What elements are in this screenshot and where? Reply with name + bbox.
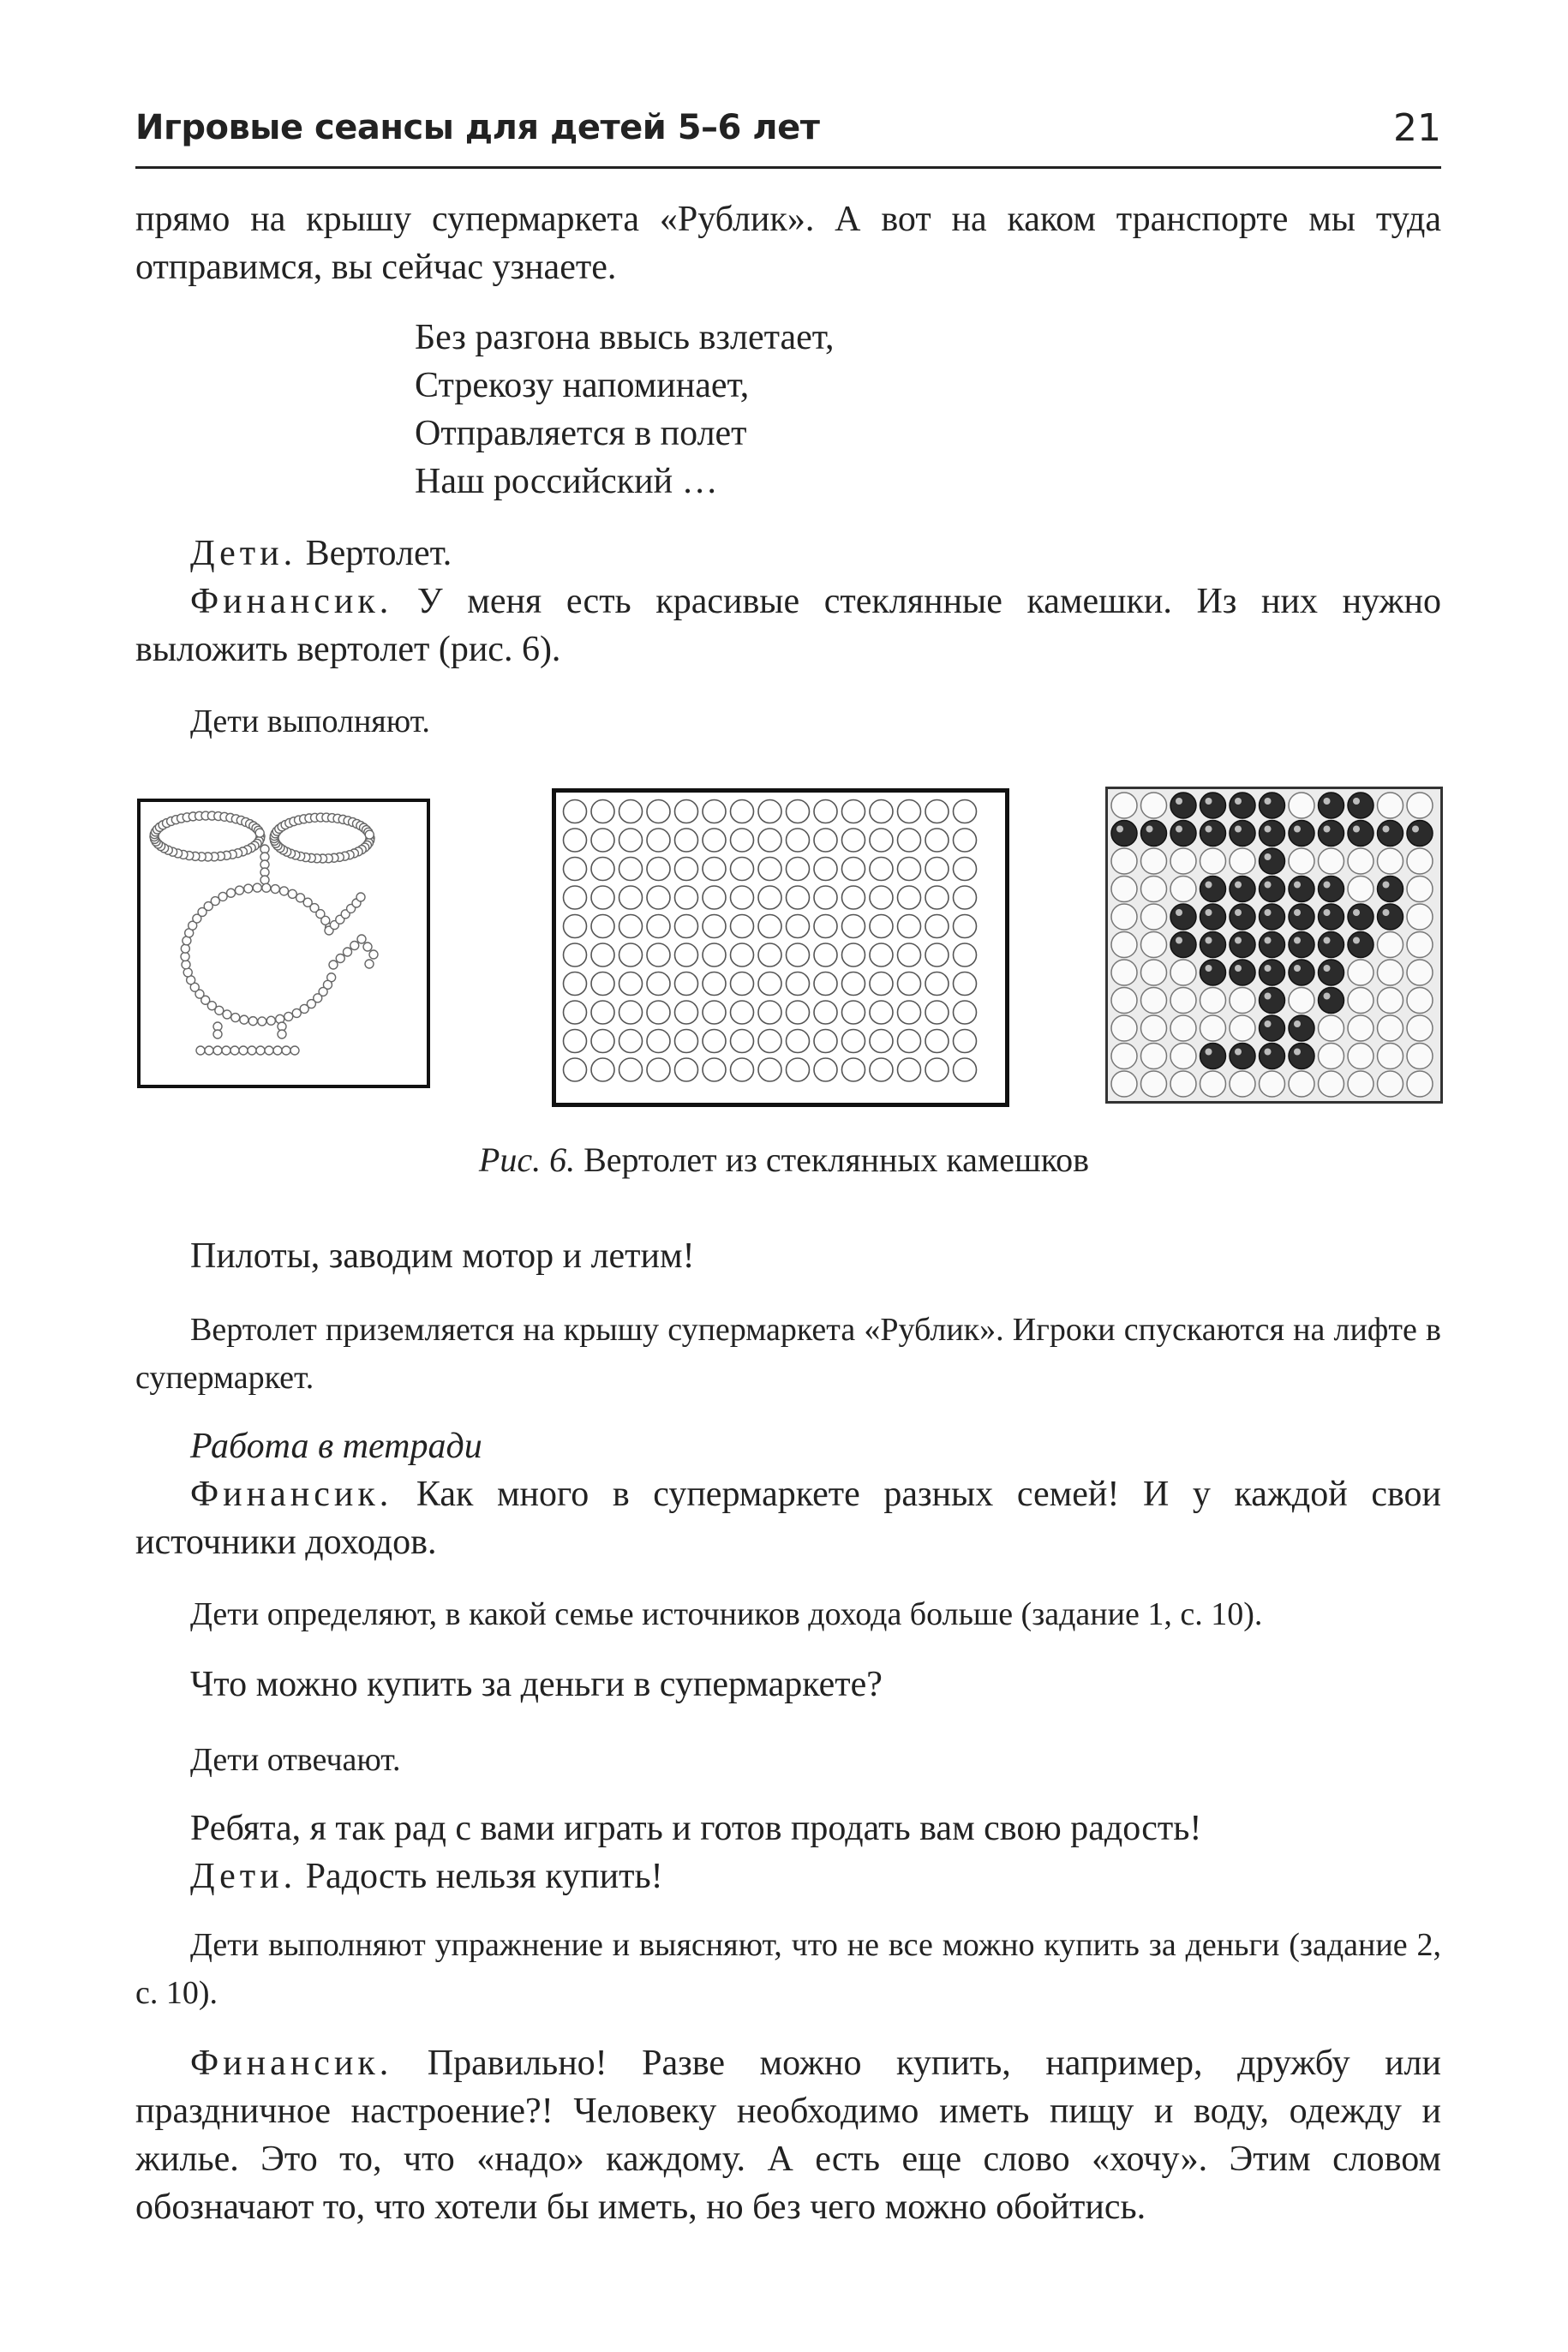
stage-direction: Дети определяют, в какой семье источников дохода больше (задание 1, с. 10). (190, 1596, 1263, 1632)
dialogue-text: У меня есть красивые стеклянные камешки. Из них нужно выложить вертолет (рис. 6). (135, 582, 1441, 669)
speaker-name: Финансик. (190, 582, 393, 621)
paragraph-pilots: Пилоты, заводим мотор и летим! (190, 1236, 695, 1276)
page-number: 21 (1393, 106, 1441, 150)
paragraph-question: Что можно купить за деньги в супермаркете? (190, 1665, 883, 1704)
speaker-name: Финансик. (190, 2044, 393, 2083)
stage-direction: Дети выполняют упражнение и выясняют, что не все можно купить за деньги (задание 2, с. 10). (135, 1927, 1441, 2011)
stage-direction: Вертолет приземляется на крышу супермаркета «Рублик». Игроки спускаются на лифте в супермаркет. (135, 1312, 1441, 1396)
speaker-name: Дети. (190, 1857, 297, 1896)
helicopter-outline-image (137, 799, 430, 1088)
header-title: Игровые сеансы для детей 5–6 лет (135, 108, 820, 147)
dialogue-finansik-stones (135, 578, 1441, 673)
section-subtitle (135, 1422, 1441, 1470)
poem-line: Без разгона ввысь взлетает, (415, 318, 835, 357)
dialogue-finansik-families (135, 1470, 1441, 1566)
speaker-name: Дети. (190, 534, 297, 573)
dialogue-text: Вертолет. (296, 534, 452, 573)
dialogue-finansik-needs (135, 2039, 1441, 2231)
dialogue-text: Правильно! Разве можно купить, например, дружбу или праздничное настроение?! Человеку необходимо иметь пищу и воду, одежду и жилье. Это то, что «надо» каждому. А есть еще слово «хочу». Этим словом обозначают то, что хотели бы иметь, но без чего можно обойтись. (135, 2044, 1441, 2227)
stage-direction: Дети отвечают. (190, 1742, 401, 1778)
subtitle-text: Работа в тетради (190, 1427, 482, 1466)
riddle-poem (415, 314, 834, 506)
dialogue-text: Как много в супермаркете разных семей! И у каждой свои источники доходов. (135, 1475, 1441, 1562)
running-header (135, 101, 1441, 169)
empty-grid-image (552, 788, 1009, 1107)
dialogue-children-answer (135, 530, 1441, 578)
caption-text: Вертолет из стеклянных камешков (575, 1140, 1090, 1179)
dialogue-children-joy (135, 1852, 1441, 1900)
poem-line: Стрекозу напоминает, (415, 366, 750, 405)
dialogue-text: Радость нельзя купить! (296, 1857, 663, 1896)
paragraph-joy: Ребята, я так рад с вами играть и готов продать вам свою радость! (190, 1809, 1202, 1848)
speaker-name: Финансик. (190, 1475, 393, 1514)
stones-grid-photo (1105, 787, 1443, 1104)
figure-caption (0, 1140, 1568, 1180)
caption-label: Рис. 6. (478, 1140, 576, 1179)
poem-line: Отправляется в полет (415, 414, 747, 453)
paragraph-intro: прямо на крышу супермаркета «Рублик». А вот на каком транспорте мы туда отправимся, вы сейчас узнаете. (135, 200, 1441, 287)
stage-direction: Дети выполняют. (190, 703, 430, 739)
poem-line: Наш российский … (415, 462, 718, 501)
